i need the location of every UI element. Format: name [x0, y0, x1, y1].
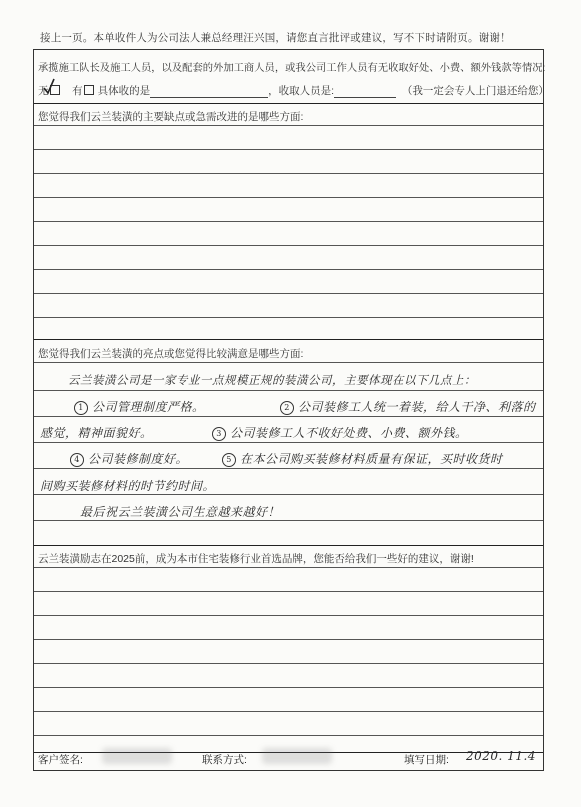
- customer-signature-label: 客户签名:: [38, 754, 83, 766]
- customer-signature-redacted: [102, 748, 172, 764]
- contact-label: 联系方式:: [202, 754, 247, 766]
- refund-note: （我一定会专人上门退还给您）: [401, 85, 549, 97]
- option-yes-label: 有: [72, 85, 83, 97]
- answer-line-2: 1 公司管理制度严格。: [74, 398, 205, 415]
- section1-question: 您觉得我们云兰装潢的主要缺点或急需改进的是哪些方面:: [38, 111, 304, 123]
- answer-line-5: 3 公司装修工人不收好处费、小费、额外钱。: [212, 424, 468, 441]
- item-number-3: 3: [212, 427, 226, 441]
- header-note: 接上一页。本单收件人为公司法人兼总经理汪兴国，请您直言批评或建议，写不下时请附页。谢谢！: [40, 32, 511, 44]
- option-yes-checkbox[interactable]: [84, 85, 94, 95]
- answer-line-6: 4 公司装修制度好。: [70, 450, 188, 467]
- answer-line-9: 最后祝云兰装潢公司生意越来越好！: [80, 505, 281, 519]
- answer-line-3: 2 公司装修工人统一着装，给人干净、利落的: [280, 398, 536, 415]
- contact-redacted: [262, 748, 332, 764]
- kickback-options-row: [38, 83, 549, 98]
- feedback-form: [33, 49, 549, 771]
- section2-question: 您觉得我们云兰装潢的亮点或您觉得比较满意是哪些方面:: [38, 348, 304, 360]
- item-number-1: 1: [74, 401, 88, 415]
- answer-line-8: 间购买装修材料的时节约时间。: [40, 479, 216, 493]
- check-mark-icon: [42, 78, 56, 96]
- kickback-question: 承揽施工队长及施工人员，以及配套的外加工商人员，或我公司工作人员有无收取好处、小费、额外钱款等情况:: [38, 63, 546, 74]
- receiver-label: ，收取人员是:: [268, 85, 335, 97]
- item-number-5: 5: [222, 453, 236, 467]
- receiver-blank[interactable]: [334, 86, 396, 98]
- answer-line-7: 5 在本公司购买装修材料质量有保证，买时收货时: [222, 450, 503, 467]
- answer-line-4: 感觉，精神面貌好。: [40, 426, 153, 440]
- detail-label: 具体收的是: [97, 85, 151, 97]
- item-number-2: 2: [280, 401, 294, 415]
- date-value: 2020. 11.4: [466, 749, 536, 763]
- answer-line-1: 云兰装潢公司是一家专业一点规模正规的装潢公司，主要体现在以下几点上：: [68, 373, 476, 387]
- section3-question: 云兰装潢励志在2025前，成为本市住宅装修行业首选品牌，您能否给我们一些好的建议，谢谢!: [38, 553, 474, 565]
- option-no-label: 无: [38, 85, 49, 97]
- detail-blank[interactable]: [150, 86, 268, 98]
- item-number-4: 4: [70, 453, 84, 467]
- date-label: 填写日期:: [404, 754, 449, 766]
